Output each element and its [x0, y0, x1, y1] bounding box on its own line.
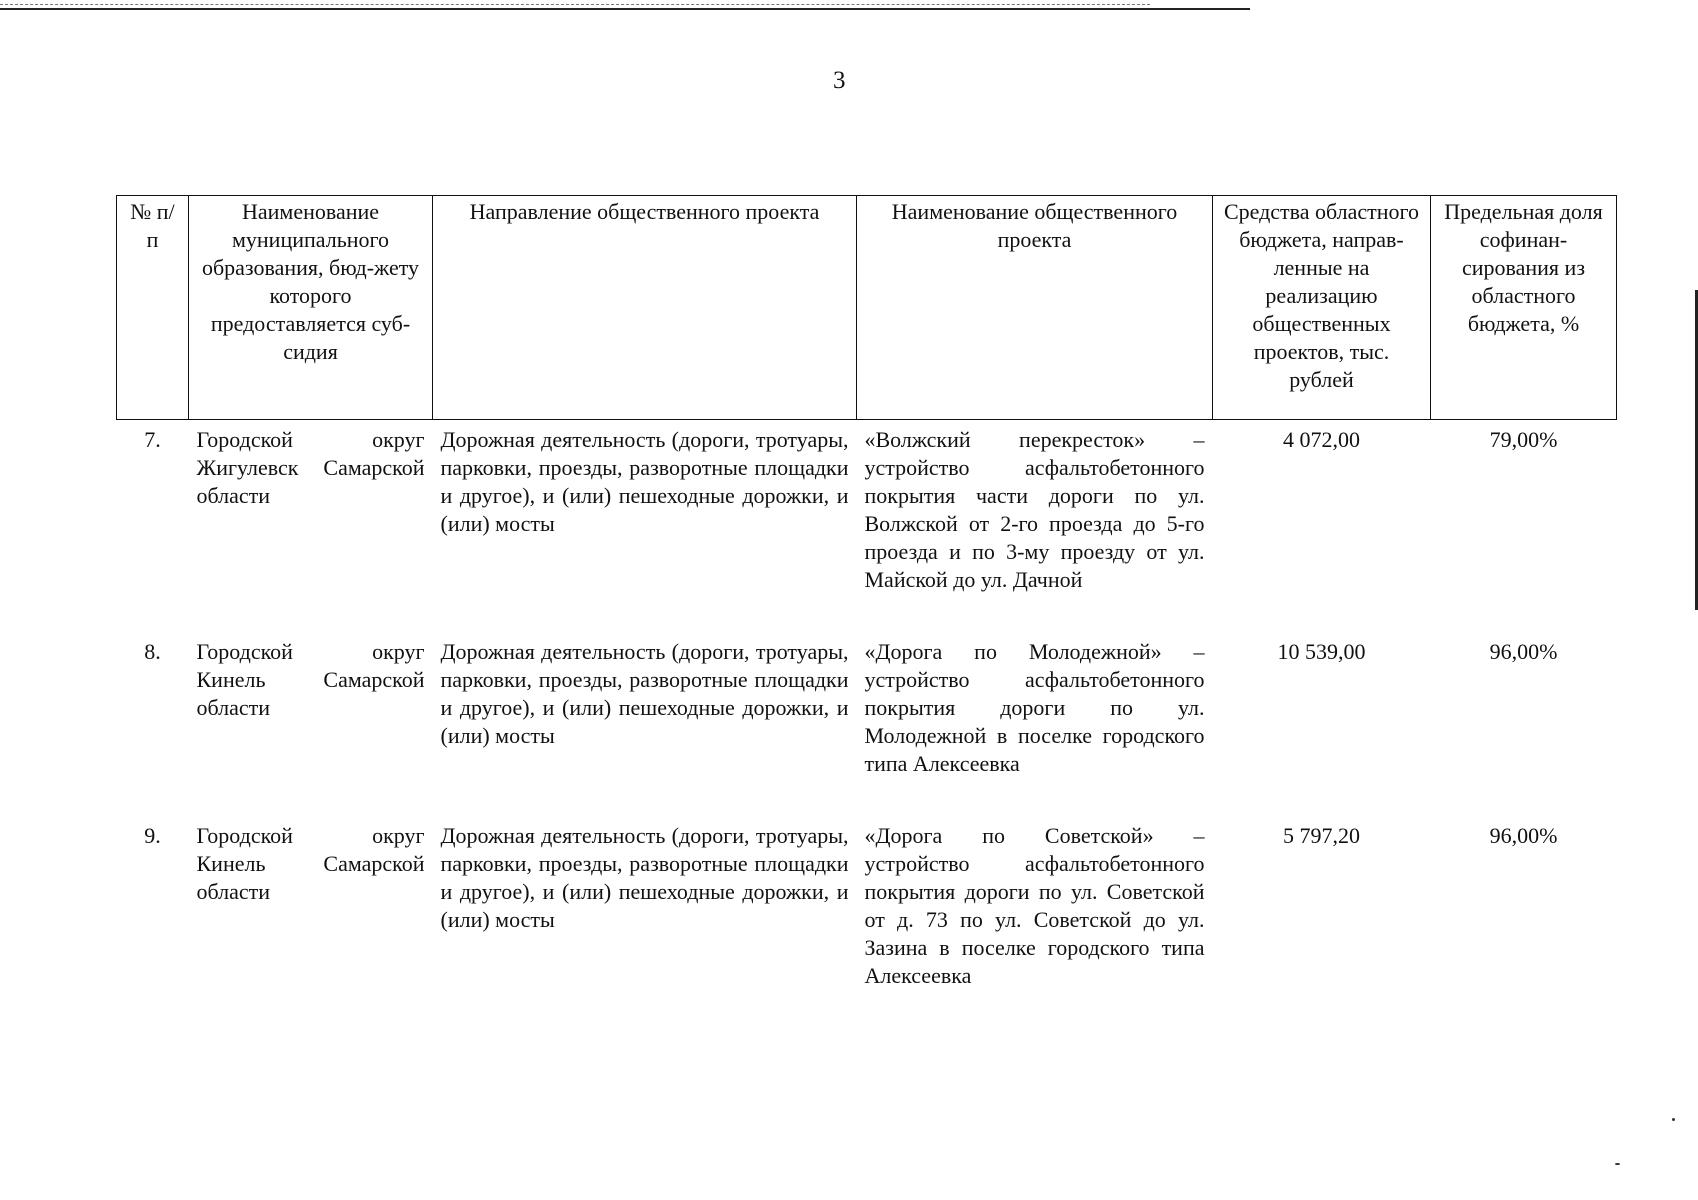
row-number: 7. — [144, 427, 161, 452]
row-project-name: «Дорога по Советской» – устройство асфальтобетонного покрытия дороги по ул. Советской от д. 73 по ул. Советской до ул. Зазина в поселке городского типа Алексеевка — [864, 823, 1205, 988]
header-project-name: Наименование общественного проекта — [857, 196, 1213, 420]
row-municipality: Городской округ Кинель Самарской области — [196, 823, 425, 904]
row-share: 79,00% — [1489, 427, 1558, 452]
scan-top-rule — [0, 8, 1250, 10]
header-direction: Направление общественного проекта — [433, 196, 857, 420]
scan-dashed-rule — [0, 4, 1150, 5]
row-municipality: Городской округ Кинель Самарской области — [196, 639, 425, 720]
header-funds: Средства областного бюджета, направ-ленные на реализацию общественных проектов, тыс. рублей — [1213, 196, 1431, 420]
row-share: 96,00% — [1489, 823, 1558, 848]
table-row — [117, 816, 1617, 1028]
header-share: Предельная доля софинан-сирования из областного бюджета, % — [1431, 196, 1617, 420]
row-direction: Дорожная деятельность (дороги, тротуары, парковки, проезды, разворотные площадки и другое), и (или) пешеходные дорожки, и (или) мосты — [440, 639, 849, 748]
scan-speck — [1615, 1163, 1620, 1165]
row-funds: 5 797,20 — [1283, 823, 1360, 848]
row-municipality: Городской округ Жигулевск Самарской области — [196, 427, 425, 508]
row-share: 96,00% — [1489, 639, 1558, 664]
row-number: 9. — [144, 823, 161, 848]
table-header — [117, 196, 1617, 420]
row-direction: Дорожная деятельность (дороги, тротуары, парковки, проезды, разворотные площадки и другое), и (или) пешеходные дорожки, и (или) мосты — [440, 823, 849, 932]
row-funds: 4 072,00 — [1283, 427, 1360, 452]
row-project-name: «Волжский перекресток» – устройство асфальтобетонного покрытия части дороги по ул. Волжской от 2-го проезда до 5-го проезда и по 3-му проезду от ул. Майской до ул. Дачной — [864, 427, 1205, 592]
header-row — [117, 196, 1617, 420]
row-direction: Дорожная деятельность (дороги, тротуары, парковки, проезды, разворотные площадки и другое), и (или) пешеходные дорожки, и (или) мосты — [440, 427, 849, 536]
header-municipality: Наименование муниципального образования, бюд-жету которого предоставляется суб-сидия — [189, 196, 433, 420]
row-number: 8. — [144, 639, 161, 664]
row-project-name: «Дорога по Молодежной» – устройство асфальтобетонного покрытия дороги по ул. Молодежной в поселке городского типа Алексеевка — [864, 639, 1205, 776]
subsidy-table — [116, 195, 1617, 1028]
page-number: 3 — [833, 67, 846, 94]
table-row — [117, 420, 1617, 633]
row-funds: 10 539,00 — [1277, 639, 1366, 664]
scan-speck — [1672, 1118, 1675, 1121]
table-row — [117, 632, 1617, 816]
table-body — [117, 420, 1617, 1029]
header-number: № п/п — [117, 196, 189, 420]
